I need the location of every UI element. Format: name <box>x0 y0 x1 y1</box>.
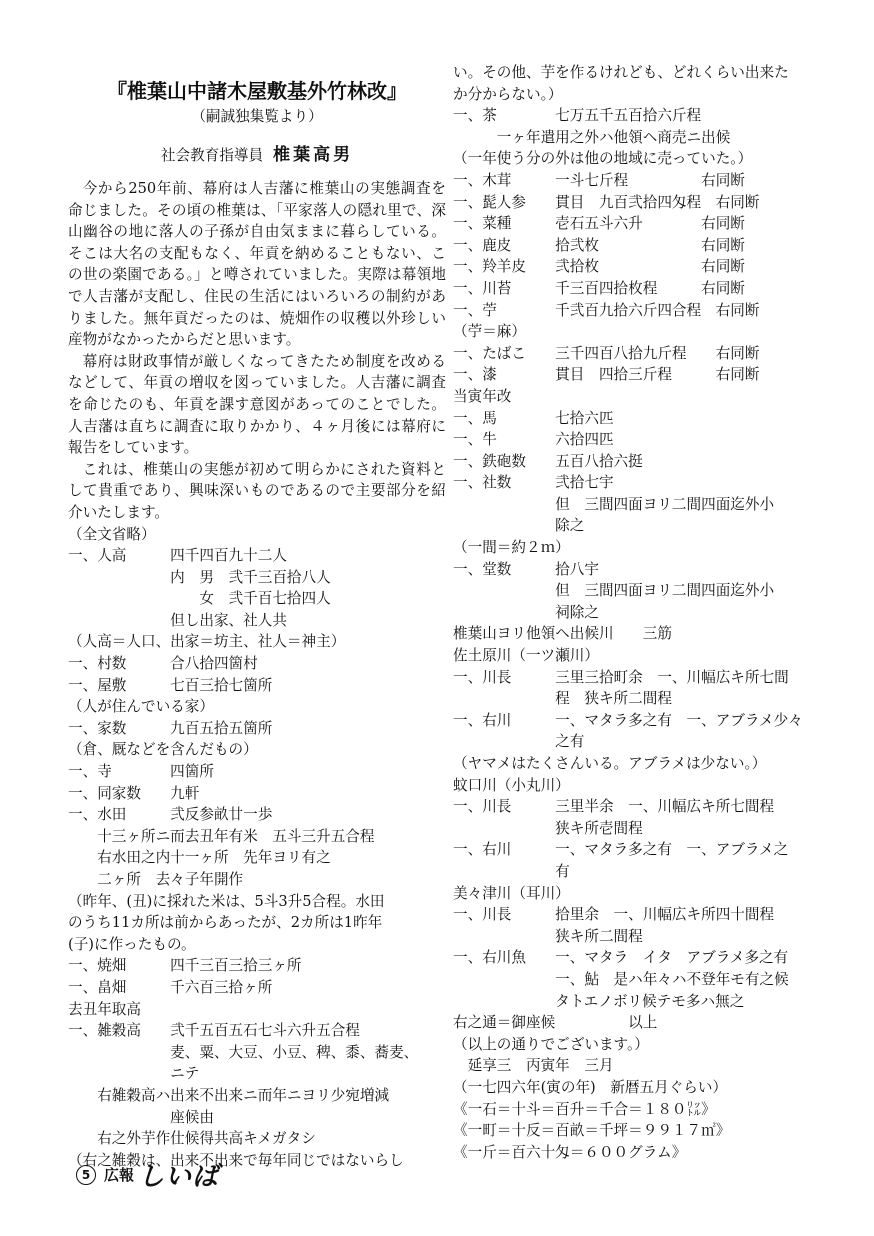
survey-list-left <box>68 524 446 1172</box>
survey-list-right <box>453 62 823 1163</box>
text-line: 美々津川（耳川） <box>453 884 570 902</box>
text-line: 一、髭人参 貫目 九百弐拾四匁程 右同断 <box>453 193 760 211</box>
text-line: 一、右川 一、マタラ多之有 一、アブラメ少々 <box>453 711 803 729</box>
article-title: 『椎葉山中諸木屋敷基外竹林改』 <box>107 79 407 103</box>
text-line: （苧＝麻） <box>453 323 526 341</box>
text-line: 一、羚羊皮 弐拾枚 右同断 <box>453 258 745 276</box>
text-line: 一、菜種 壱石五斗六升 右同断 <box>453 215 745 233</box>
text-line: 一、牛 六拾四匹 <box>453 431 614 449</box>
text-line: 一、鮎 是ハ年々ハ不登年モ有之候 <box>453 970 789 988</box>
text-line: のうち11カ所は前からあったが、2カ所は1昨年 <box>68 914 383 932</box>
text-line: 一、人高 四千四百九十二人 <box>68 547 287 565</box>
text-line: 一、堂数 拾八宇 <box>453 560 599 578</box>
text-line: 一、家数 九百五拾五箇所 <box>68 719 273 737</box>
text-line: 《一斤＝百六十匁＝６００グラム》 <box>453 1143 687 1161</box>
text-line: 程 狭キ所二間程 <box>453 690 672 708</box>
text-line: 狭キ所二間程 <box>453 927 643 945</box>
text-line: 一、畠畑 千六百三拾ヶ所 <box>68 978 273 996</box>
text-line: （ヤマメはたくさんいる。アブラメは少ない。） <box>453 755 767 772</box>
text-line: 一、鉄砲数 五百八拾六挺 <box>453 452 643 470</box>
text-line: 右之外芋作仕候得共高キメガタシ <box>68 1130 316 1148</box>
text-line: （一間＝約２ｍ） <box>453 539 570 557</box>
author-name: 椎葉高男 <box>273 145 354 165</box>
text-line: （昨年、(丑)に採れた米は、5斗3升5合程。水田 <box>68 892 385 910</box>
page-footer <box>76 1156 219 1193</box>
text-line: 一、苧 千弐百九拾六斤四合程 右同断 <box>453 301 760 319</box>
text-line: 一、屋敷 七百三拾七箇所 <box>68 676 273 694</box>
text-line: 右之通＝御座候 以上 <box>453 1014 658 1032</box>
text-line: 麦、粟、大豆、小豆、稗、黍、蕎麦、 <box>68 1043 419 1061</box>
text-line: （人高＝人口、出家＝坊主、社人＝神主） <box>68 633 346 651</box>
intro-paragraph-3: これは、椎葉山の実態が初めて明らかにされた資料として貴重であり、興味深いものであるので主要部分を紹介いたします。 <box>68 460 446 521</box>
text-line: （以上の通りでございます。） <box>453 1035 649 1053</box>
right-column <box>453 62 823 1163</box>
text-line: 一、社数 弐拾七宇 <box>453 474 614 492</box>
text-line: ニテ <box>68 1065 200 1083</box>
text-line: 女 弐千百七拾四人 <box>68 590 331 608</box>
text-line: （右之雑穀は、出来不出来で毎年同じではないらし <box>68 1151 404 1169</box>
text-line: 祠除之 <box>453 603 599 621</box>
text-line: 《一町＝十反＝百畝＝千坪＝９９１７㎡》 <box>453 1122 731 1140</box>
text-line: 一、川長 三里半余 一、川幅広キ所七間程 <box>453 798 775 816</box>
text-line: 之有 <box>453 733 585 751</box>
text-line: (子)に作ったもの。 <box>68 935 196 953</box>
page-number: 5 <box>76 1165 96 1185</box>
text-line: （全文省略） <box>68 525 156 543</box>
text-line: 一、村数 合八拾四箇村 <box>68 655 258 673</box>
text-line: 座候由 <box>68 1108 214 1126</box>
text-line: 当寅年改 <box>453 387 512 405</box>
text-line: 一、木茸 一斗七斤程 右同断 <box>453 171 745 189</box>
text-line: 一、水田 弐反参畝廿一歩 <box>68 806 273 824</box>
author-role: 社会教育指導員 <box>160 147 264 164</box>
article-subtitle: （嗣誠独集覧より） <box>191 108 323 125</box>
text-line: 有 <box>453 862 570 880</box>
text-line: タトエノボリ候テモ多ハ無之 <box>453 992 745 1010</box>
footer-label: 広報 <box>104 1166 135 1184</box>
text-line: い。その他、芋を作るけれども、どれくらい出来た <box>453 64 789 81</box>
text-line: 一、川長 三里三拾町余 一、川幅広キ所七間 <box>453 668 789 686</box>
text-line: 但 三間四面ヨリ二間四面迄外小 <box>453 582 775 600</box>
magazine-logo: しいば <box>138 1162 220 1192</box>
text-line: 一、焼畑 四千三百三拾三ヶ所 <box>68 957 302 975</box>
text-line: 佐土原川（一ツ瀬川） <box>453 647 599 665</box>
text-line: 二ヶ所 去々子年開作 <box>68 871 244 888</box>
text-line: 除之 <box>453 517 585 535</box>
text-line: 椎葉山ヨリ他領ヘ出候川 三筋 <box>453 625 672 643</box>
text-line: 一、川長 拾里余 一、川幅広キ所四十間程 <box>453 906 775 924</box>
text-line: （一年使う分の外は他の地域に売っていた。） <box>453 150 753 168</box>
text-line: （一七四六年(寅の年) 新暦五月ぐらい） <box>453 1078 728 1096</box>
text-line: 延享三 丙寅年 三月 <box>453 1057 614 1075</box>
text-line: 《一石＝十斗＝百升＝千合＝１８０㍑》 <box>453 1100 716 1118</box>
intro-paragraph-1: 今から250年前、幕府は人吉藩に椎葉山の実態調査を命じました。その頃の椎葉は、「平家落人の隠れ里で、深山幽谷の地に落人の子孫が自由気ままに暮らしている。そこは大名の支配もなく、年貢を納めることもない、この世の楽園である。」と噂されていました。実際は幕領地で人吉藩が支配し、住民の生活にはいろいろの制約がありました。無年貢だったのは、焼畑作の収穫以外珍しい産物がなかったからだと思います。 <box>68 180 446 349</box>
text-line: 一、雑穀高 弐千五百五石七斗六升五合程 <box>68 1022 360 1040</box>
text-line: 一、漆 貫目 四拾三斤程 右同断 <box>453 366 760 384</box>
intro-paragraph-2: 幕府は財政事情が厳しくなってきたため制度を改めるなどして、年貢の増収を図っていました。人吉藩に調査を命じたのも、年貢を課す意図があってのことでした。人吉藩は直ちに調査に取りかかり、４ヶ月後には幕府に報告をしています。 <box>68 352 446 457</box>
text-line: 但 三間四面ヨリ二間四面迄外小 <box>453 495 775 513</box>
author-line <box>68 142 446 168</box>
text-line: 去丑年取高 <box>68 1000 141 1018</box>
text-line: 一ヶ年遣用之外ハ他領ヘ商売ニ出候 <box>453 128 731 146</box>
text-line: 一、川苔 千三百四拾枚程 右同断 <box>453 279 745 297</box>
text-line: 一、馬 七拾六匹 <box>453 409 614 427</box>
text-line: 一、鹿皮 拾弐枚 右同断 <box>453 236 745 254</box>
text-line: （人が住んでいる家） <box>68 698 214 716</box>
text-line: 右水田之内十一ヶ所 先年ヨリ有之 <box>68 849 331 867</box>
text-line: 内 男 弐千三百拾八人 <box>68 568 331 586</box>
text-line: （倉、厩などを含んだもの） <box>68 741 258 759</box>
text-line: か分からない。） <box>453 85 563 103</box>
text-line: 一、右川魚 一、マタラ イタ アブラメ多之有 <box>453 949 789 967</box>
text-line: 右雑穀高ハ出来不出来ニ而年ニヨリ少宛増減 <box>68 1086 390 1104</box>
text-line: 狭キ所壱間程 <box>453 819 643 837</box>
text-line: 蚊口川（小丸川） <box>453 776 570 794</box>
text-line: 一、たばこ 三千四百八拾九斤程 右同断 <box>453 344 760 362</box>
text-line: 但し出家、社人共 <box>68 611 287 629</box>
text-line: 一、同家数 九軒 <box>68 784 200 802</box>
text-line: 一、茶 七万五千五百拾六斤程 <box>453 107 702 125</box>
left-column <box>68 62 446 1171</box>
text-line: 十三ヶ所ニ而去丑年有米 五斗三升五合程 <box>68 827 375 845</box>
text-line: 一、右川 一、マタラ多之有 一、アブラメ之 <box>453 841 789 859</box>
text-line: 一、寺 四箇所 <box>68 763 214 781</box>
